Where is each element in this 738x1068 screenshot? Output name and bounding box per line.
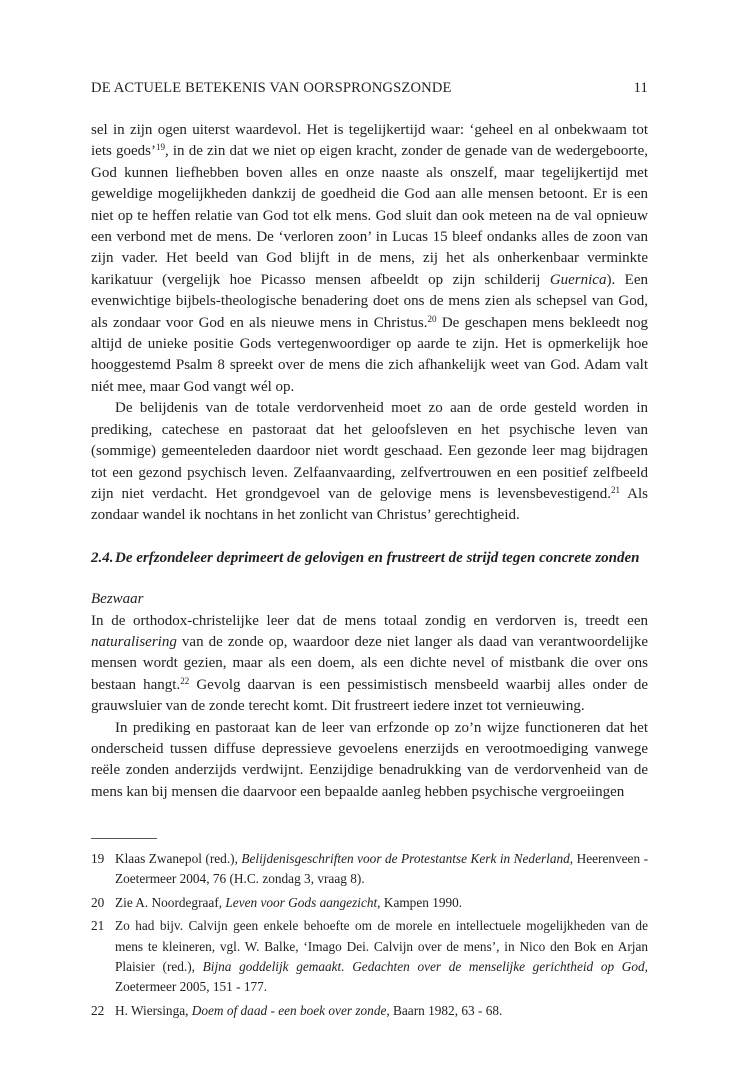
section-title: De erfzondeleer deprimeert de gelovigen en frustreert de strijd tegen concrete zonden [115,549,640,566]
footnotes [91,849,648,1024]
section-number: 2.4. [91,549,114,566]
body-text [91,120,648,803]
footnote: 20 Zie A. Noordegraaf, Leven voor Gods aangezicht, Kampen 1990. [91,893,648,913]
footnote-ref-19[interactable]: 19 [155,142,165,153]
footnote-separator [91,838,157,839]
footnote: 22 H. Wiersinga, Doem of daad - een boek over zonde, Baarn 1982, 63 - 68. [91,1001,648,1021]
section-heading [91,548,648,569]
page-number: 11 [633,80,648,96]
running-title: DE ACTUELE BETEKENIS VAN OORSPRONGSZONDE [91,80,452,96]
paragraph: De belijdenis van de totale verdorvenheid moet zo aan de orde gesteld worden in prediking, catechese en pastoraat dat het geloofsleven en het psychische leven van (sommige) gemeenteleden daardoor niet wordt geschaad. Een gezonde leer mag bijdragen tot een gezond psychisch leven. Zelfaanvaarding, zelfvertrouwen en een positief zelfbeeld zijn niet verdacht. Het grondgevoel van de gelovige mens is levensbevestigend.$^{21}$ Als zondaar wandel ik nochtans in het zonlicht van Christus’ gerechtigheid. [91,400,649,524]
running-header [91,80,648,100]
footnote-ref-21[interactable]: 21 [610,484,620,495]
footnote: 21 Zo had bijv. Calvijn geen enkele behoefte om de morele en intellectuele mogelijkheden van de mens te kleineren, vgl. W. Balke, ‘Imago Dei. Calvijn over de mens’, in Nico den Bok en Arjan Plaisier (red.), Bijna goddelijk gemaakt. Gedachten over de menselijke gerichtheid op God, Zoetermeer 2005, 151 - 177. [91,918,648,995]
footnote-ref-20[interactable]: 20 [427,313,437,324]
footnote-number: 21 [91,918,105,934]
paragraph: sel in zijn ogen uiterst waardevol. Het is tegelijkertijd waar: ‘geheel en al onbekwaam tot iets goeds’$^{19}$, in de zin dat we niet op eigen kracht, zonder de genade van de wedergeboorte, God kunnen liefhebben boven alles en onze naaste als onszelf, maar tegelijkertijd met geweldige mogelijkheden dankzij de goedheid die God aan alle mensen betoont. Er is een niet op te heffen relatie van God tot elk mens. God sluit dan ook meteen na de val opnieuw een verbond met de mens. De ‘verloren zoon’ in Lucas 15 bleef ondanks alles de zoon van zijn vader. Het beeld van God blijft in de mens, zij het als onherkenbaar verminkte karikatuur (vergelijk hoe Picasso mensen afbeeldt op zijn schilderij Guernica). Een evenwichtige bijbels-theologische benadering doet ons de mens zien als schepsel van God, als zondaar voor God en als nieuwe mens in Christus.$^{20}$ De geschapen mens bekleedt nog altijd de unieke positie Gods vertegenwoordiger op aarde te zijn. Het is opmerkelijk hoe hooggestemd Psalm 8 spreekt over de mens die zich afhankelijk weet van God. Adam valt niét mee, maar God vangt wél op. [91,122,649,395]
footnote-number: 22 [91,1002,105,1018]
subheading: Bezwaar [91,591,144,608]
footnote-number: 19 [91,851,105,866]
footnote-ref-22[interactable]: 22 [180,675,190,686]
footnote: 19 Klaas Zwanepol (red.), Belijdenisgeschriften voor de Protestantse Kerk in Nederland, Heerenveen - Zoetermeer 2004, 76 (H.C. zondag 3, vraag 8). [91,851,649,887]
paragraph: In de orthodox-christelijke leer dat de mens totaal zondig en verdorven is, treedt een naturalisering van de zonde op, waardoor deze niet langer als daad van verantwoordelijke mensen wordt gezien, maar als een doem, als een dichte nevel of mistbank die over ons bestaan hangt.$^{22}$ Gevolg daarvan is een pessimistisch mensbeeld waarbij alles onder de grauwsluier van de zonde terecht komt. Dit frustreert iedere inzet tot vernieuwing. [91,612,648,715]
footnote-number: 20 [91,894,105,910]
paragraph: In prediking en pastoraat kan de leer van erfzonde op zo’n wijze functioneren dat het onderscheid tussen diffuse depressieve gevoelens enerzijds en verootmoediging vanwege reële zonden anderzijds verdwijnt. Eenzijdige benadrukking van de verdorvenheid van de mens kan bij mensen die daarvoor een bepaalde aanleg hebben psychische vergroeiingen [91,719,648,800]
